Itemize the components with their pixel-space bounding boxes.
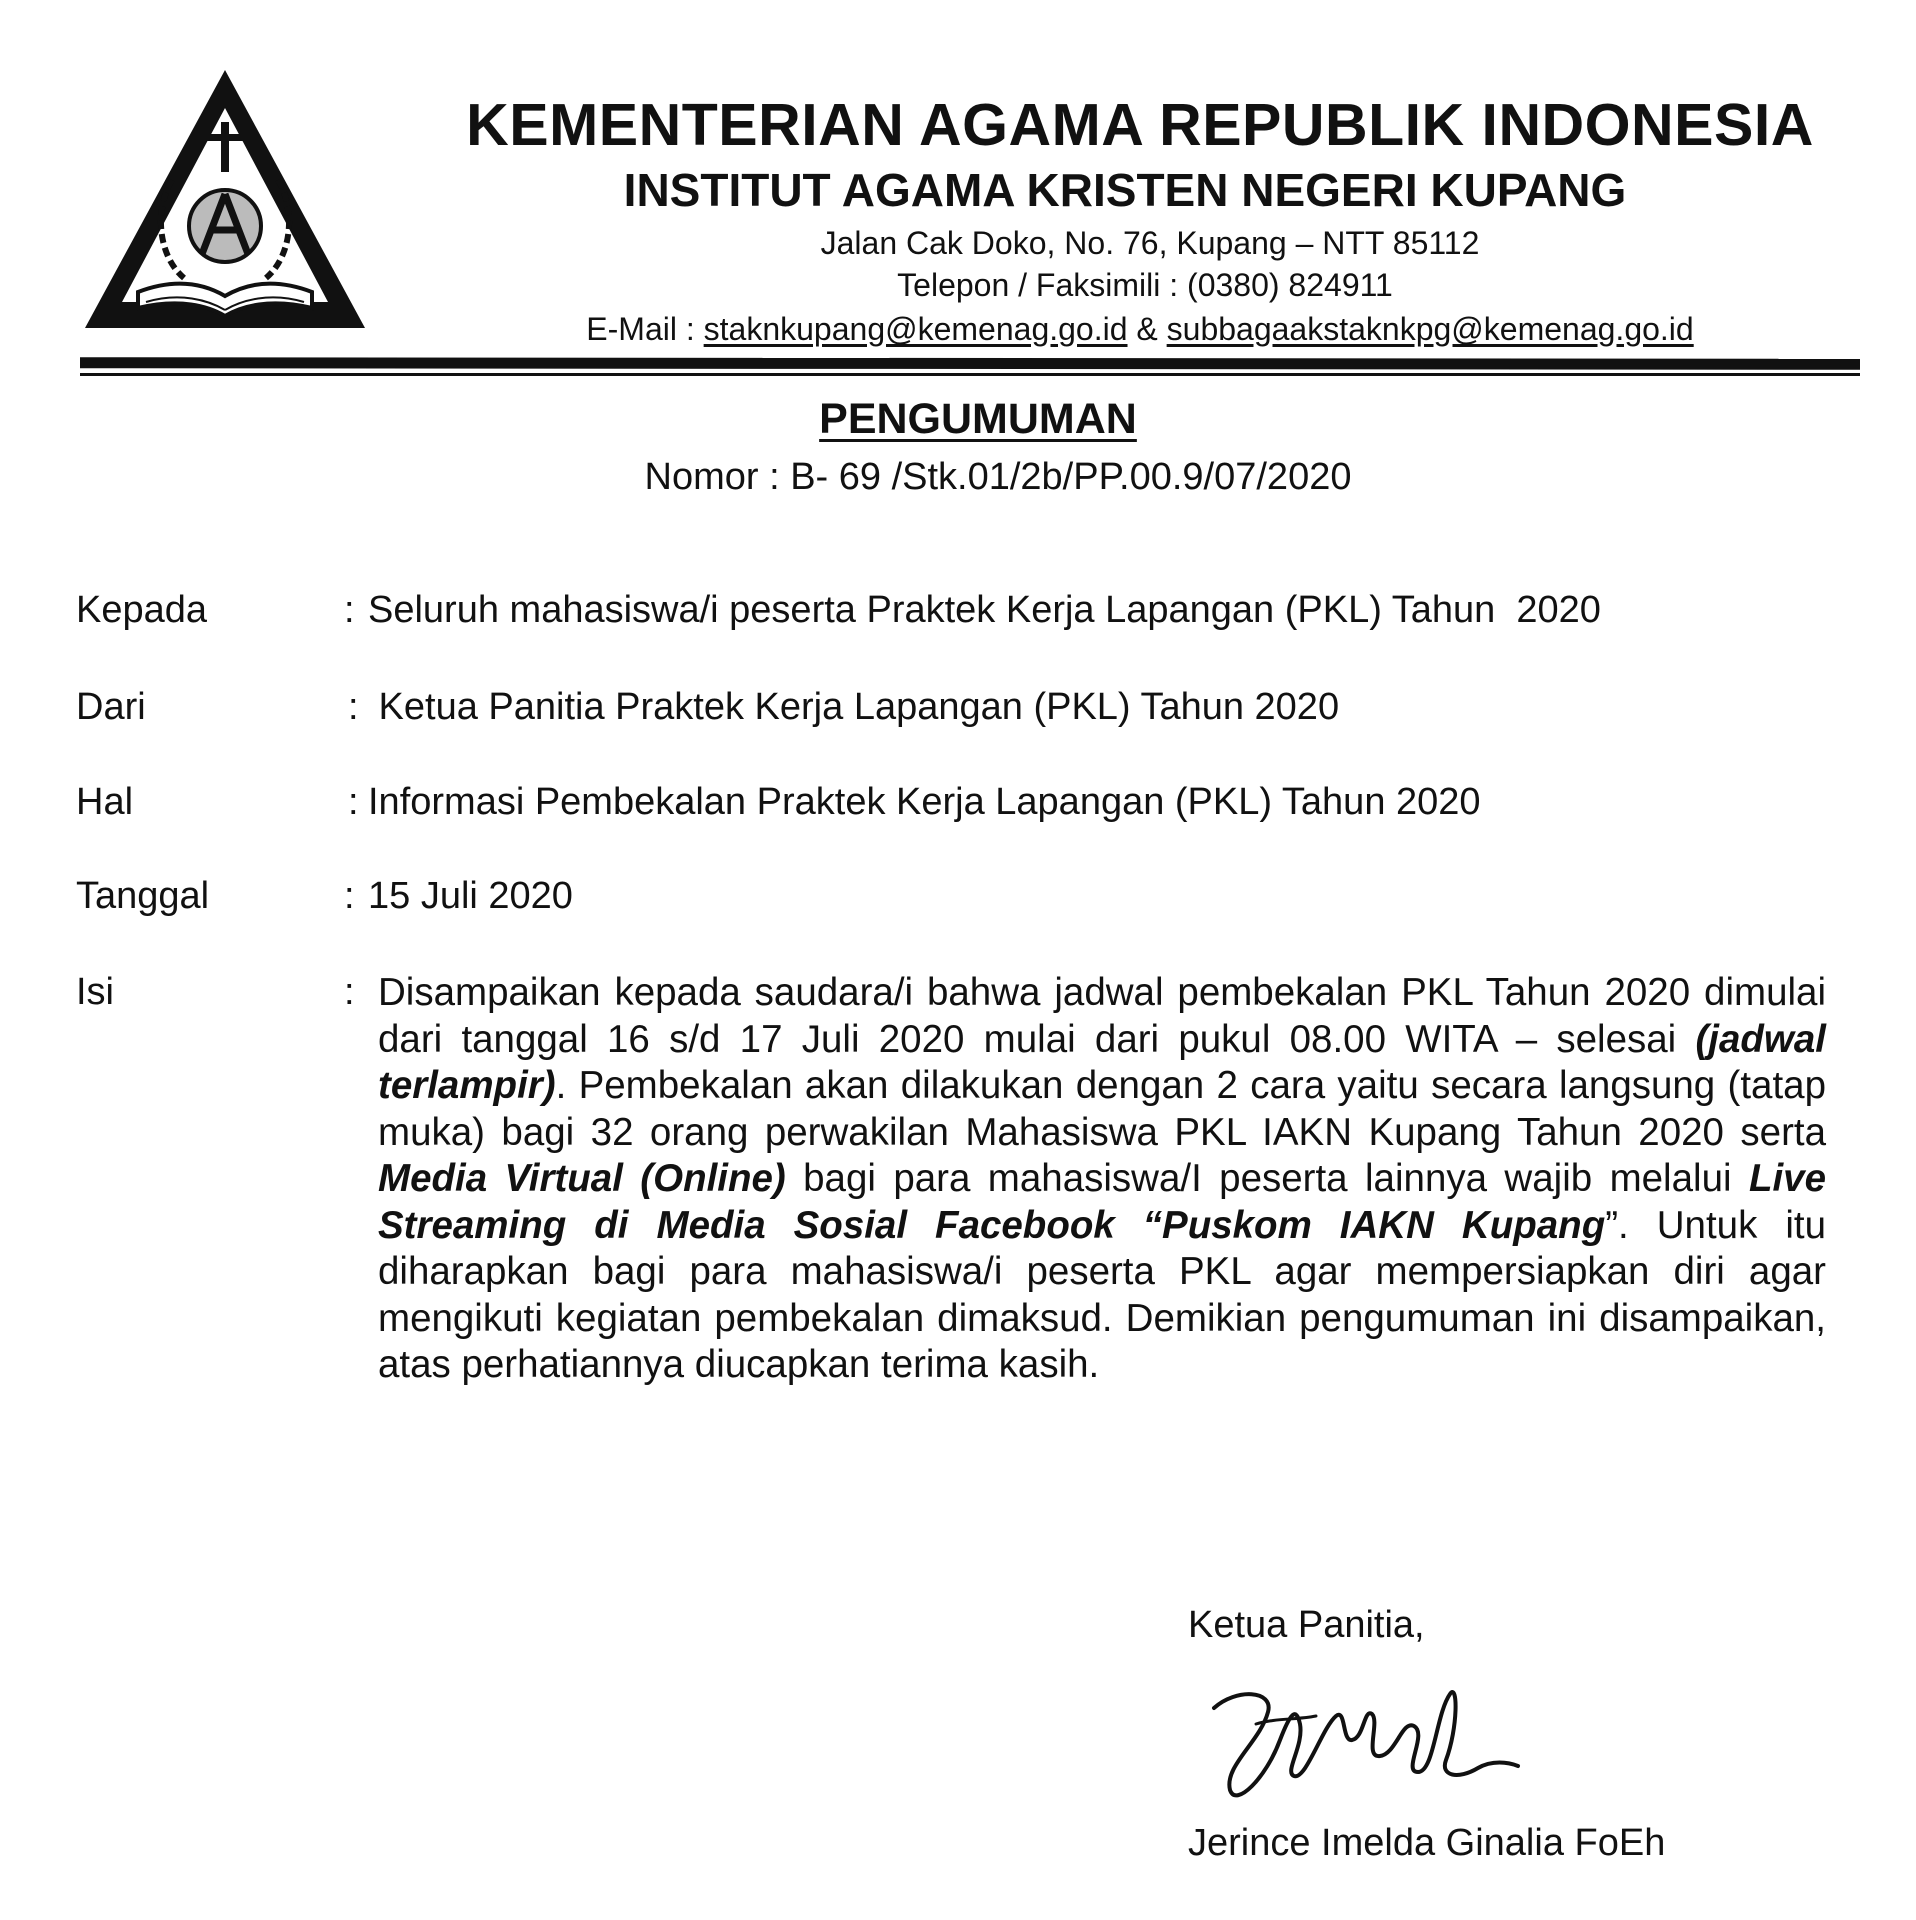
header-rule-thick <box>80 357 1860 370</box>
isi-body <box>378 970 1826 1389</box>
field-separator: : <box>348 781 359 823</box>
document-number: Nomor : B- 69 /Stk.01/2b/PP.00.9/07/2020 <box>644 456 1352 498</box>
isi-text-1: Disampaikan kepada saudara/i bahwa jadwal pembekalan PKL Tahun 2020 dimulai dari tanggal 16 s/d 17 Juli 2020 mulai dari pukul 08.00 WITA – selesai <box>378 971 1826 1061</box>
email-link-2[interactable]: subbagaakstaknkpg@kemenag.go.id <box>1166 311 1694 347</box>
letterhead <box>380 92 1880 347</box>
address: Jalan Cak Doko, No. 76, Kupang – NTT 85112 <box>820 225 1480 261</box>
field-value: Ketua Panitia Praktek Kerja Lapangan (PKL) Tahun 2020 <box>368 686 1340 728</box>
phone: Telepon / Faksimili : (0380) 824911 <box>897 267 1393 303</box>
isi-text-3: bagi para mahasiswa/I peserta lainnya wajib melalui <box>785 1157 1749 1200</box>
field-separator: : <box>348 686 359 728</box>
institute-name: INSTITUT AGAMA KRISTEN NEGERI KUPANG <box>623 164 1627 216</box>
email-separator: & <box>1127 311 1167 347</box>
handwritten-signature <box>1196 1668 1526 1818</box>
ministry-name: KEMENTERIAN AGAMA REPUBLIK INDONESIA <box>466 92 1814 158</box>
email-line <box>400 313 1880 345</box>
isi-text-4: ”. Untuk itu diharapkan bagi para mahasiswa/i peserta PKL agar mempersiapkan diri agar mengikuti kegiatan pembekalan dimaksud. Demikian pengumuman ini disampaikan, atas perhatiannya diucapkan terima kasih. <box>378 1203 1826 1386</box>
isi-text-2: . Pembekalan akan dilakukan dengan 2 cara yaitu secara langsung (tatap muka) bagi 32 orang perwakilan Mahasiswa PKL IAKN Kupang Tahun 2020 serta <box>378 1064 1826 1154</box>
field-separator: : <box>344 875 355 917</box>
field-value: Seluruh mahasiswa/i peserta Praktek Kerja Lapangan (PKL) Tahun 2020 <box>368 589 1601 631</box>
field-label: Dari <box>76 686 146 728</box>
signature-position: Ketua Panitia, <box>1188 1604 1425 1646</box>
email-link-1[interactable]: staknkupang@kemenag.go.id <box>703 311 1128 347</box>
isi-emphasis-1: (jadwal terlampir) <box>378 1017 1826 1107</box>
institution-emblem-icon <box>80 70 370 332</box>
document-title: PENGUMUMAN <box>819 395 1137 443</box>
signatory-name: Jerince Imelda Ginalia FoEh <box>1188 1822 1666 1864</box>
field-label: Isi <box>76 971 114 1013</box>
field-separator: : <box>344 589 355 631</box>
field-separator: : <box>344 971 355 1013</box>
field-value: Informasi Pembekalan Praktek Kerja Lapangan (PKL) Tahun 2020 <box>368 781 1481 823</box>
isi-emphasis-3: Live Streaming di Media Sosial Facebook “Puskom IAKN Kupang <box>378 1157 1826 1247</box>
field-value: 15 Juli 2020 <box>368 875 573 917</box>
field-label: Hal <box>76 781 134 823</box>
field-label: Tanggal <box>76 875 210 917</box>
document-title-block <box>0 395 1916 499</box>
field-label: Kepada <box>76 589 208 631</box>
isi-emphasis-2: Media Virtual (Online) <box>378 1157 786 1200</box>
email-label: E-Mail : <box>586 311 704 347</box>
header-rule-thin <box>80 373 1860 376</box>
